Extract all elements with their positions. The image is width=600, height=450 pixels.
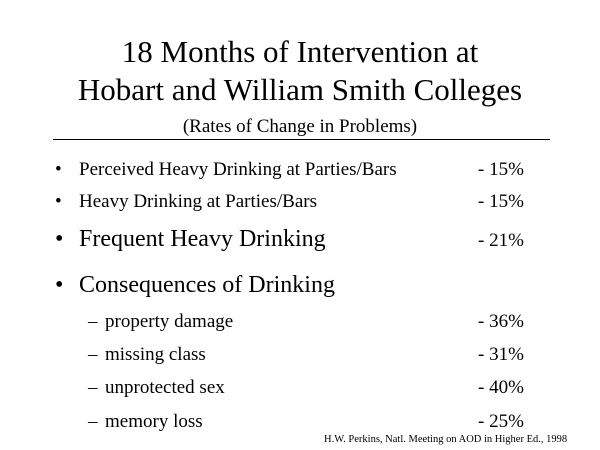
source-credit: H.W. Perkins, Natl. Meeting on AOD in Higher Ed., 1998 bbox=[324, 434, 568, 445]
bullet-icon: • bbox=[55, 272, 64, 298]
subitem-value: - 25% bbox=[478, 411, 524, 432]
bullet-label: Heavy Drinking at Parties/Bars bbox=[79, 191, 317, 212]
subitem-label: property damage bbox=[105, 311, 234, 332]
bullet-label: Perceived Heavy Drinking at Parties/Bars bbox=[79, 159, 397, 180]
bullet-value: - 15% bbox=[478, 191, 524, 212]
subitem-value: - 40% bbox=[478, 377, 524, 398]
bullet-icon: • bbox=[55, 226, 64, 252]
dash-icon: – bbox=[88, 377, 98, 398]
subitem-label: memory loss bbox=[105, 411, 203, 432]
bullet-value: - 15% bbox=[478, 159, 524, 180]
subitem-value: - 36% bbox=[478, 311, 524, 332]
dash-icon: – bbox=[88, 311, 98, 332]
bullet-value: - 21% bbox=[478, 230, 524, 251]
dash-icon: – bbox=[88, 344, 98, 365]
slide-subtitle: (Rates of Change in Problems) bbox=[182, 116, 418, 137]
bullet-label: Frequent Heavy Drinking bbox=[79, 226, 326, 252]
slide-title-line-2: Hobart and William Smith Colleges bbox=[77, 72, 523, 107]
bullet-icon: • bbox=[55, 191, 62, 212]
subitem-label: missing class bbox=[105, 344, 206, 365]
slide-title-line-1: 18 Months of Intervention at bbox=[121, 34, 479, 69]
title-divider bbox=[53, 139, 550, 140]
dash-icon: – bbox=[88, 411, 98, 432]
subitem-label: unprotected sex bbox=[105, 377, 225, 398]
bullet-label: Consequences of Drinking bbox=[79, 272, 335, 298]
bullet-icon: • bbox=[55, 159, 62, 180]
subitem-value: - 31% bbox=[478, 344, 524, 365]
